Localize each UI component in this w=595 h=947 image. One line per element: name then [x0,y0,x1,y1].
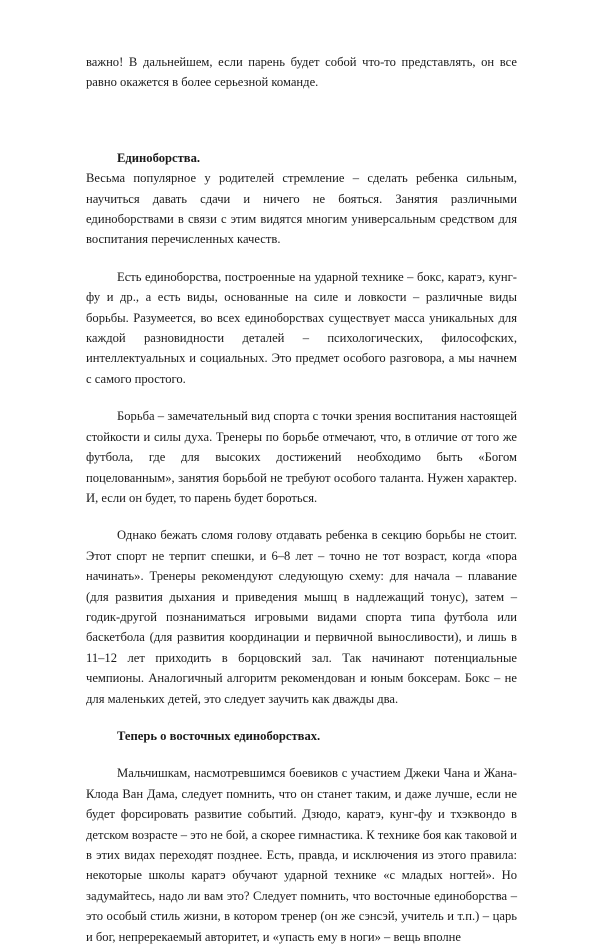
paragraph-wrestling: Борьба – замечательный вид спорта с точки зрения воспитания настоящей стойкости и силы духа. Тренеры по борьбе отмечают, что, в отличие от того же футбола, где для высоких достижений необходимо быть «Богом поцелованным», занятия борьбой не требуют особого таланта. Нужен характер. И, если он будет, то парень будет бороться. [86,409,517,505]
paragraph-continuation: важно! В дальнейшем, если парень будет собой что-то представлять, он все равно окажется в более серьезной команде. [86,55,517,90]
paragraph-eastern: Мальчишкам, насмотревшимся боевиков с участием Джеки Чана и Жана-Клода Ван Дама, следует помнить, что он станет таким, и даже лучше, если не будет форсировать развитие событий. Дзюдо, каратэ, кунг-фу и тхэквондо в детском возрасте – это не бой, а скорее гимнастика. К технике боя как таковой и в этих видах переходят позднее. Есть, правда, и исключения из этого правила: некоторые школы каратэ обучают ударной технике «с младых ногтей». Но задумайтесь, надо ли вам это? Следует помнить, что восточные единоборства – это особый стиль жизни, в котором тренер (он же сэнсэй, учитель и т.п.) – царь и бог, непререкаемый авторитет, и «упасть ему в ноги» – вещь вполне [86,766,517,944]
section-heading-martial-arts: Единоборства. [117,150,201,165]
paragraph-types: Есть единоборства, построенные на ударной технике – бокс, каратэ, кунг-фу и др., а есть виды, основанные на силе и ловкости – различные виды борьбы. Разумеется, во всех единоборствах существует масса уникальных для каждой разновидности деталей – психологических, философских, интеллектуальных и социальных. Это предмет особого разговора, а мы начнем с самого простого. [86,269,517,386]
paragraph-intro: Весьма популярное у родителей стремление – сделать ребенка сильным, научиться давать сдачи и ничего не бояться. Занятия различными единоборствами в связи с этим видятся многим универсальным средством для воспитания перечисленных качеств. [86,171,517,247]
section-heading-eastern: Теперь о восточных единоборствах. [117,728,321,743]
paragraph-age-advice: Однако бежать сломя голову отдавать ребенка в секцию борьбы не стоит. Этот спорт не терпит спешки, и 6–8 лет – точно не тот возраст, когда «пора начинать». Тренеры рекомендуют следующую схему: для начала – плавание (для развития дыхания и приведения мышц в надлежащий тонус), затем – годик-другой познаниматься игровыми видами спорта типа футбола или баскетбола (для развития координации и первичной выносливости), и лишь в 11–12 лет приходить в борцовский зал. Так начинают потенциальные чемпионы. Аналогичный алгоритм рекомендован и юным боксерам. Бокс – не для маленьких детей, это следует заучить как дважды два. [86,528,517,706]
document-body [86,52,517,947]
